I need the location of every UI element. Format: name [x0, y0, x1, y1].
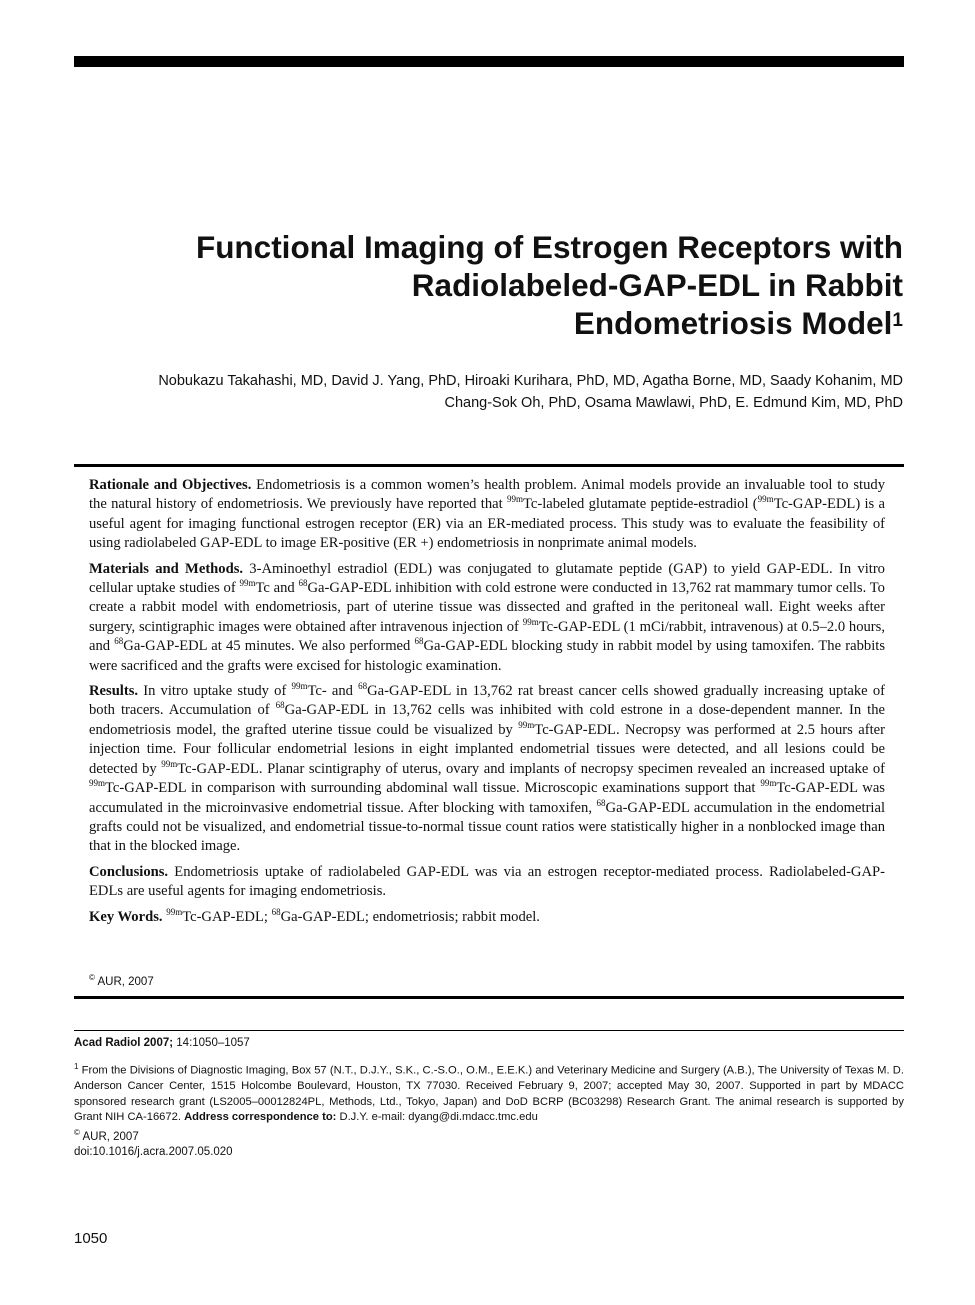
abstract-methods: Materials and Methods. 3-Aminoethyl estradiol (EDL) was conjugated to glutamate peptide (GAP) to yield GAP-EDL. In vitro cellular uptake studies of $^{99m}$Tc and $^{68}$Ga-GAP-EDL inhibition with cold estrone were conducted in 13,762 rat mammary tumor cells. To create a rabbit model with endometriosis, part of uterine tissue was dissected and grafted in the peritoneal wall. Eight weeks after surgery, scintigraphic images were obtained after intravenous injection of $^{99m}$Tc-GAP-EDL (1 mCi/rabbit, intravenous) at 0.5–2.0 hours, and $^{68}$Ga-GAP-EDL at 45 minutes. We also performed $^{68}$Ga-GAP-EDL blocking study in rabbit model by using tamoxifen. The rabbits were sacrificed and the grafts were excised for histologic examination.	[89, 560, 885, 674]
abstract-copyright: © AUR, 2007	[89, 973, 154, 988]
title-footnote-mark[interactable]: 1	[892, 310, 903, 331]
affiliation-footnote: $^1$ From the Divisions of Diagnostic Imaging, Box 57 (N.T., D.J.Y., S.K., C.-S.O., O.M., E.E.K.) and Veterinary Medicine and Surgery (A.B.), The University of Texas M. D. Anderson Cancer Center, 1515 Holcombe Boulevard, Houston, TX 77030. Received February 9, 2007; accepted May 30, 2007. Supported in part by MDACC sponsored research grant (LS2005–00012824PL, Methods, Ltd., Tokyo, Japan) and DoD BCRP (BC03298) Research Grant. The animal research is supported by Grant NIH CA-16672. Address correspondence to: D.J.Y. e-mail: dyang@di.mdacc.tmc.edu	[74, 1062, 904, 1124]
page-number: 1050	[74, 1230, 108, 1247]
correspondence-email[interactable]: D.J.Y. e-mail: dyang@di.mdacc.tmc.edu	[336, 1111, 538, 1124]
abstract	[89, 476, 885, 933]
article-title: Functional Imaging of Estrogen Receptors with Radiolabeled-GAP-EDL in Rabbit Endometriosis Model$^1$	[195, 229, 903, 341]
doi-link[interactable]: doi:10.1016/j.acra.2007.05.020	[74, 1146, 233, 1159]
author-list	[73, 370, 903, 414]
abstract-rationale: Rationale and Objectives. Endometriosis is a common women’s health problem. Animal models provide an invaluable tool to study the natural history of endometriosis. We previously have reported that $^{99m}$Tc-labeled glutamate peptide-estradiol ($^{99m}$Tc-GAP-EDL) is a useful agent for imaging functional estrogen receptor (ER) via an ER-mediated process. This study was to evaluate the feasibility of using radiolabeled GAP-EDL to image ER-positive (ER +) endometriosis in nonprimate animal models.	[89, 477, 885, 552]
authors-line-1: Nobukazu Takahashi, MD, David J. Yang, PhD, Hiroaki Kurihara, PhD, MD, Agatha Borne, MD, Saady Kohanim, MD	[158, 373, 903, 389]
abstract-top-rule	[74, 464, 904, 467]
authors-line-2: Chang-Sok Oh, PhD, Osama Mawlawi, PhD, E. Edmund Kim, MD, PhD	[444, 395, 903, 411]
footer-copyright: © AUR, 2007 doi:10.1016/j.acra.2007.05.020	[74, 1125, 233, 1161]
journal-citation: Acad Radiol 2007; 14:1050–1057	[74, 1037, 250, 1049]
abstract-results: Results. In vitro uptake study of $^{99m}$Tc- and $^{68}$Ga-GAP-EDL in 13,762 rat breast cancer cells showed gradually increasing uptake of both tracers. Accumulation of $^{68}$Ga-GAP-EDL in 13,762 cells was inhibited with cold estrone in a dose-dependent manner. In the endometriosis model, the grafted uterine tissue could be visualized by $^{99m}$Tc-GAP-EDL. Necropsy was performed at 2.5 hours after injection time. Four follicular endometrial lesions in eight implanted endometrial tissues were detected, and all lesions could be detected by $^{99m}$Tc-GAP-EDL. Planar scintigraphy of uterus, ovary and implants of necropsy specimen revealed an increased uptake of $^{99m}$Tc-GAP-EDL in comparison with surrounding abdominal wall tissue. Microscopic examinations support that $^{99m}$Tc-GAP-EDL was accumulated in the microinvasive endometrial tissue. After blocking with tamoxifen, $^{68}$Ga-GAP-EDL accumulation in the endometrial grafts could not be visualized, and endometrial tissue-to-normal tissue count ratios were statistically higher in a nonblocked image than that in the blocked image.	[89, 681, 886, 855]
footer-rule	[74, 1030, 904, 1031]
abstract-bottom-rule	[74, 996, 904, 999]
header-rule	[74, 56, 904, 67]
abstract-conclusions: Conclusions. Endometriosis uptake of radiolabeled GAP-EDL was via an estrogen receptor-mediated process. Radiolabeled-GAP-EDLs are useful agents for imaging endometriosis.	[89, 863, 885, 900]
abstract-keywords: Key Words. $^{99m}$Tc-GAP-EDL; $^{68}$Ga-GAP-EDL; endometriosis; rabbit model.	[89, 906, 540, 925]
